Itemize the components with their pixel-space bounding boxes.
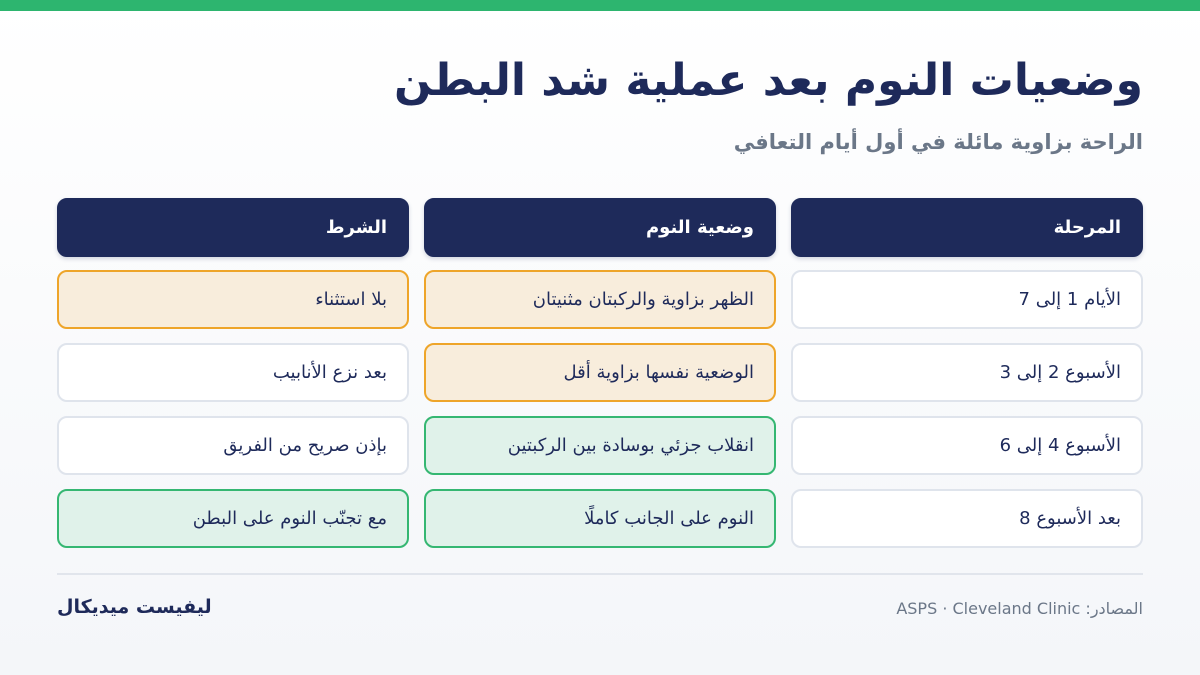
sources-note: المصادر: ASPS · Cleveland Clinic bbox=[896, 599, 1143, 618]
table-row bbox=[57, 270, 1143, 329]
position-cell: انقلاب جزئي بوسادة بين الركبتين bbox=[424, 416, 776, 475]
position-cell: الوضعية نفسها بزاوية أقل bbox=[424, 343, 776, 402]
stage-cell: الأيام 1 إلى 7 bbox=[791, 270, 1143, 329]
footer-divider bbox=[57, 573, 1143, 575]
table-row bbox=[57, 416, 1143, 475]
condition-cell: بإذن صريح من الفريق bbox=[57, 416, 409, 475]
table-row bbox=[57, 489, 1143, 548]
stage-cell: بعد الأسبوع 8 bbox=[791, 489, 1143, 548]
stage-cell: الأسبوع 2 إلى 3 bbox=[791, 343, 1143, 402]
position-cell: الظهر بزاوية والركبتان مثنيتان bbox=[424, 270, 776, 329]
column-header-condition: الشرط bbox=[57, 198, 409, 257]
page-title: وضعيات النوم بعد عملية شد البطن bbox=[393, 55, 1143, 106]
table-row bbox=[57, 343, 1143, 402]
column-header-position: وضعية النوم bbox=[424, 198, 776, 257]
position-cell: النوم على الجانب كاملًا bbox=[424, 489, 776, 548]
condition-cell: بعد نزع الأنابيب bbox=[57, 343, 409, 402]
stage-cell: الأسبوع 4 إلى 6 bbox=[791, 416, 1143, 475]
column-header-stage: المرحلة bbox=[791, 198, 1143, 257]
top-accent-bar bbox=[0, 0, 1200, 11]
brand-name: ليفيست ميديكال bbox=[57, 596, 212, 618]
table-header-row bbox=[57, 198, 1143, 256]
condition-cell: مع تجنّب النوم على البطن bbox=[57, 489, 409, 548]
sleep-positions-table bbox=[57, 198, 1143, 562]
condition-cell: بلا استثناء bbox=[57, 270, 409, 329]
page-subtitle: الراحة بزاوية مائلة في أول أيام التعافي bbox=[733, 130, 1143, 154]
